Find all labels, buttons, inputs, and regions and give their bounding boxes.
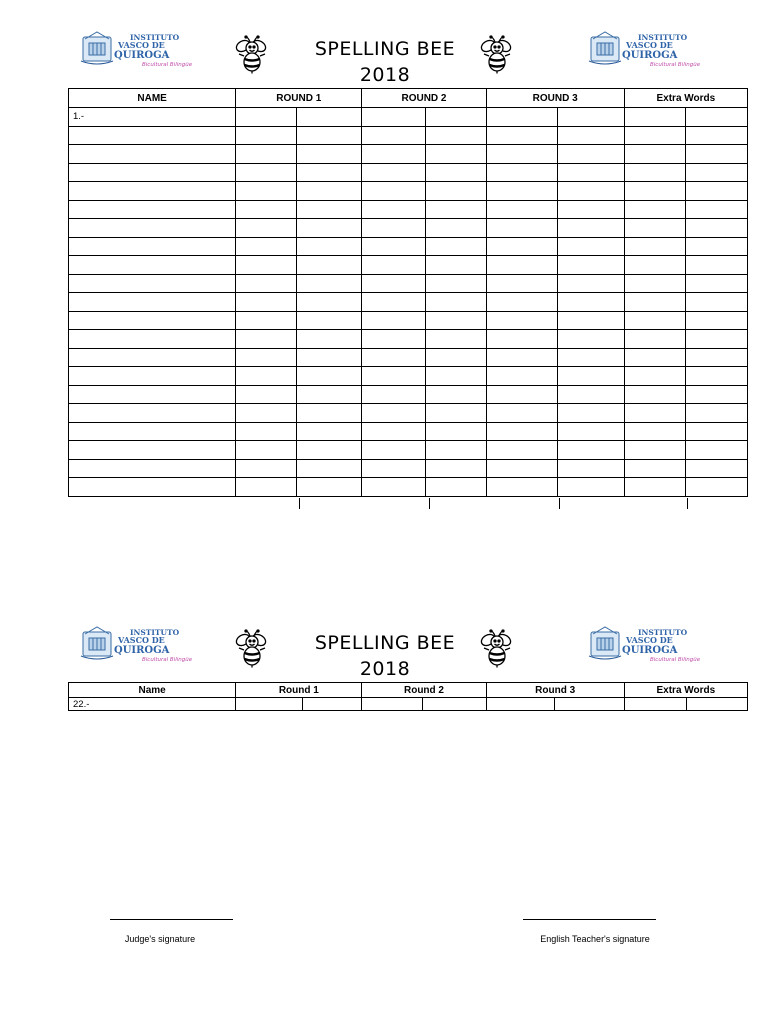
table-row (69, 330, 748, 349)
column-divider-tail (559, 498, 560, 509)
score-cell[interactable] (236, 422, 297, 441)
score-cell[interactable] (297, 145, 362, 164)
teacher-signature-label: English Teacher's signature (540, 934, 650, 944)
score-cell[interactable] (236, 404, 297, 423)
table-row (69, 404, 748, 423)
score-cell[interactable] (624, 330, 685, 349)
score-cell[interactable] (426, 385, 486, 404)
score-cell[interactable] (297, 293, 362, 312)
score-cell[interactable] (624, 126, 685, 145)
svg-text:QUIROGA: QUIROGA (114, 645, 170, 656)
score-cell[interactable] (685, 348, 747, 367)
score-table (68, 88, 748, 497)
score-cell[interactable] (685, 330, 747, 349)
score-cell[interactable] (557, 237, 624, 256)
title-line: SPELLING BEE (314, 38, 456, 60)
name-cell[interactable] (69, 126, 236, 145)
score-cell[interactable] (486, 441, 557, 460)
score-cell[interactable] (685, 293, 747, 312)
score-cell[interactable] (362, 698, 423, 711)
score-cell[interactable] (426, 182, 486, 201)
bee-icon (231, 628, 273, 668)
score-cell[interactable] (362, 145, 426, 164)
score-cell[interactable] (557, 478, 624, 497)
title-line: SPELLING BEE (314, 632, 456, 654)
column-header-name: Name (69, 683, 236, 698)
score-cell[interactable] (486, 219, 557, 238)
score-cell[interactable] (486, 311, 557, 330)
score-cell[interactable] (236, 182, 297, 201)
bee-icon (231, 34, 273, 74)
svg-text:VASCO DE: VASCO DE (118, 40, 165, 50)
score-cell[interactable] (557, 182, 624, 201)
table-row (69, 478, 748, 497)
name-cell[interactable]: 1.- (69, 108, 236, 127)
score-cell[interactable] (685, 404, 747, 423)
score-cell[interactable] (486, 163, 557, 182)
table-row (69, 698, 748, 711)
table-row (69, 200, 748, 219)
svg-text:VASCO DE: VASCO DE (626, 40, 673, 50)
score-cell[interactable] (685, 441, 747, 460)
name-cell[interactable] (69, 219, 236, 238)
svg-text:INSTITUTO: INSTITUTO (130, 628, 180, 637)
title-year: 2018 (359, 658, 411, 680)
score-cell[interactable] (685, 385, 747, 404)
score-cell[interactable] (685, 274, 747, 293)
score-cell[interactable] (486, 422, 557, 441)
score-cell[interactable] (557, 441, 624, 460)
page-title (305, 36, 465, 88)
score-cell[interactable] (685, 367, 747, 386)
score-cell[interactable] (557, 108, 624, 127)
name-cell[interactable] (69, 404, 236, 423)
score-cell[interactable] (297, 367, 362, 386)
score-cell[interactable] (426, 256, 486, 275)
score-cell[interactable] (624, 385, 685, 404)
score-cell[interactable] (362, 441, 426, 460)
score-cell[interactable] (557, 330, 624, 349)
score-cell[interactable] (362, 256, 426, 275)
score-cell[interactable] (486, 330, 557, 349)
school-crest-icon (588, 29, 702, 69)
score-cell[interactable] (426, 200, 486, 219)
score-cell[interactable] (486, 478, 557, 497)
score-cell[interactable] (486, 698, 554, 711)
score-cell[interactable] (362, 108, 426, 127)
name-cell[interactable] (69, 441, 236, 460)
score-cell[interactable] (624, 237, 685, 256)
score-cell[interactable] (557, 404, 624, 423)
score-cell[interactable] (362, 200, 426, 219)
score-cell[interactable] (486, 126, 557, 145)
column-header-name: NAME (69, 89, 236, 108)
score-cell[interactable] (554, 698, 624, 711)
table-row (69, 348, 748, 367)
score-cell[interactable] (297, 219, 362, 238)
bee-icon (476, 34, 518, 74)
name-cell[interactable] (69, 459, 236, 478)
teacher-signature-line[interactable] (523, 919, 656, 920)
score-cell[interactable] (362, 404, 426, 423)
score-cell[interactable] (624, 348, 685, 367)
table-row (69, 293, 748, 312)
score-cell[interactable] (557, 385, 624, 404)
score-cell[interactable] (236, 348, 297, 367)
score-cell[interactable] (426, 422, 486, 441)
svg-text:Bicultural Bilingüe: Bicultural Bilingüe (142, 657, 193, 663)
score-cell[interactable] (426, 145, 486, 164)
svg-text:QUIROGA: QUIROGA (622, 50, 678, 61)
score-cell[interactable] (236, 219, 297, 238)
score-cell[interactable] (362, 459, 426, 478)
score-cell[interactable] (486, 293, 557, 312)
score-cell[interactable] (362, 422, 426, 441)
column-divider-tail (429, 498, 430, 509)
score-cell[interactable] (685, 126, 747, 145)
column-divider-tail (299, 498, 300, 509)
score-cell[interactable] (362, 293, 426, 312)
score-cell[interactable] (685, 311, 747, 330)
score-cell[interactable] (362, 274, 426, 293)
score-cell[interactable] (236, 200, 297, 219)
svg-text:INSTITUTO: INSTITUTO (638, 628, 688, 637)
bee-icon (476, 628, 518, 668)
school-crest-icon (80, 29, 194, 69)
column-header-extra-words: Extra Words (624, 89, 747, 108)
score-cell[interactable] (236, 441, 297, 460)
score-cell[interactable] (486, 145, 557, 164)
name-cell[interactable] (69, 330, 236, 349)
score-cell[interactable] (685, 422, 747, 441)
score-cell[interactable] (236, 108, 297, 127)
score-cell[interactable] (685, 237, 747, 256)
score-cell[interactable] (624, 311, 685, 330)
name-cell[interactable] (69, 385, 236, 404)
column-divider-tail (687, 498, 688, 509)
score-cell[interactable] (297, 330, 362, 349)
name-cell[interactable] (69, 422, 236, 441)
score-cell[interactable] (557, 367, 624, 386)
score-cell[interactable] (297, 274, 362, 293)
score-cell[interactable] (297, 385, 362, 404)
score-cell[interactable] (426, 367, 486, 386)
table-row (69, 182, 748, 201)
score-cell[interactable] (624, 698, 686, 711)
score-cell[interactable] (624, 404, 685, 423)
table-row (69, 311, 748, 330)
score-cell[interactable] (236, 311, 297, 330)
score-cell[interactable] (236, 237, 297, 256)
table-row (69, 256, 748, 275)
score-cell[interactable] (486, 459, 557, 478)
score-cell[interactable] (426, 237, 486, 256)
score-cell[interactable] (486, 274, 557, 293)
column-header-round-1: Round 1 (236, 683, 362, 698)
table-row (69, 459, 748, 478)
page-title (305, 630, 465, 682)
name-cell[interactable] (69, 274, 236, 293)
svg-text:QUIROGA: QUIROGA (114, 50, 170, 61)
school-crest-icon (588, 624, 702, 664)
name-cell[interactable] (69, 200, 236, 219)
score-cell[interactable] (426, 274, 486, 293)
judge-signature-label: Judge's signature (124, 934, 196, 944)
score-cell[interactable] (426, 404, 486, 423)
svg-text:VASCO DE: VASCO DE (118, 635, 165, 645)
table-row (69, 422, 748, 441)
score-cell[interactable] (624, 274, 685, 293)
score-cell[interactable] (624, 478, 685, 497)
score-cell[interactable] (557, 145, 624, 164)
judge-signature-line[interactable] (110, 919, 233, 920)
score-cell[interactable] (624, 182, 685, 201)
table-row (69, 108, 748, 127)
score-cell[interactable] (362, 182, 426, 201)
score-cell[interactable] (624, 256, 685, 275)
name-cell[interactable] (69, 256, 236, 275)
school-crest-icon (80, 624, 194, 664)
svg-text:QUIROGA: QUIROGA (622, 645, 678, 656)
score-cell[interactable] (297, 348, 362, 367)
score-cell[interactable] (236, 478, 297, 497)
name-cell[interactable]: 22.- (69, 698, 236, 711)
score-cell[interactable] (624, 459, 685, 478)
score-cell[interactable] (236, 145, 297, 164)
score-cell[interactable] (426, 330, 486, 349)
name-cell[interactable] (69, 182, 236, 201)
score-cell[interactable] (685, 478, 747, 497)
score-cell[interactable] (297, 256, 362, 275)
table-row (69, 441, 748, 460)
score-cell[interactable] (426, 163, 486, 182)
score-cell[interactable] (236, 274, 297, 293)
score-cell[interactable] (362, 348, 426, 367)
score-cell[interactable] (557, 200, 624, 219)
score-cell[interactable] (426, 219, 486, 238)
score-cell[interactable] (236, 459, 297, 478)
score-cell[interactable] (297, 404, 362, 423)
column-header-round-2: ROUND 2 (362, 89, 486, 108)
svg-text:Bicultural Bilingüe: Bicultural Bilingüe (650, 62, 701, 68)
name-cell[interactable] (69, 237, 236, 256)
table-row (69, 126, 748, 145)
name-cell[interactable] (69, 348, 236, 367)
score-cell[interactable] (685, 219, 747, 238)
column-header-round-3: ROUND 3 (486, 89, 624, 108)
score-cell[interactable] (486, 108, 557, 127)
score-cell[interactable] (557, 274, 624, 293)
score-cell[interactable] (557, 219, 624, 238)
score-cell[interactable] (236, 698, 303, 711)
score-cell[interactable] (685, 200, 747, 219)
score-cell[interactable] (486, 237, 557, 256)
name-cell[interactable] (69, 145, 236, 164)
score-cell[interactable] (423, 698, 486, 711)
score-cell[interactable] (297, 163, 362, 182)
score-cell[interactable] (426, 478, 486, 497)
score-cell[interactable] (557, 348, 624, 367)
score-cell[interactable] (362, 237, 426, 256)
score-cell[interactable] (624, 163, 685, 182)
score-cell[interactable] (426, 108, 486, 127)
score-cell[interactable] (685, 459, 747, 478)
score-cell[interactable] (362, 126, 426, 145)
score-cell[interactable] (486, 404, 557, 423)
table-row (69, 385, 748, 404)
score-cell[interactable] (297, 441, 362, 460)
score-cell[interactable] (362, 367, 426, 386)
score-cell[interactable] (362, 385, 426, 404)
score-cell[interactable] (685, 108, 747, 127)
score-cell[interactable] (236, 293, 297, 312)
score-cell[interactable] (236, 330, 297, 349)
column-header-round-1: ROUND 1 (236, 89, 362, 108)
score-cell[interactable] (486, 367, 557, 386)
svg-text:INSTITUTO: INSTITUTO (638, 33, 688, 42)
score-cell[interactable] (557, 293, 624, 312)
score-cell[interactable] (426, 311, 486, 330)
table-row (69, 237, 748, 256)
score-cell[interactable] (236, 385, 297, 404)
name-cell[interactable] (69, 478, 236, 497)
score-cell[interactable] (297, 422, 362, 441)
title-year: 2018 (359, 64, 411, 86)
score-cell[interactable] (236, 256, 297, 275)
name-cell[interactable] (69, 367, 236, 386)
column-header-round-2: Round 2 (362, 683, 486, 698)
score-cell[interactable] (557, 459, 624, 478)
table-row (69, 274, 748, 293)
column-header-extra-words: Extra Words (624, 683, 747, 698)
svg-text:Bicultural Bilingüe: Bicultural Bilingüe (650, 657, 701, 663)
name-cell[interactable] (69, 311, 236, 330)
score-cell[interactable] (426, 348, 486, 367)
score-cell[interactable] (624, 200, 685, 219)
score-cell[interactable] (486, 385, 557, 404)
score-table (68, 682, 748, 711)
score-cell[interactable] (297, 478, 362, 497)
score-cell[interactable] (297, 108, 362, 127)
score-cell[interactable] (297, 126, 362, 145)
table-row (69, 145, 748, 164)
score-cell[interactable] (486, 182, 557, 201)
score-cell[interactable] (236, 163, 297, 182)
score-cell[interactable] (486, 348, 557, 367)
score-cell[interactable] (426, 459, 486, 478)
table-row (69, 367, 748, 386)
score-cell[interactable] (362, 330, 426, 349)
score-cell[interactable] (297, 200, 362, 219)
score-cell[interactable] (297, 182, 362, 201)
column-header-round-3: Round 3 (486, 683, 624, 698)
score-cell[interactable] (297, 311, 362, 330)
score-cell[interactable] (362, 478, 426, 497)
score-cell[interactable] (624, 293, 685, 312)
score-cell[interactable] (557, 311, 624, 330)
score-cell[interactable] (557, 126, 624, 145)
score-cell[interactable] (685, 182, 747, 201)
score-cell[interactable] (685, 145, 747, 164)
score-cell[interactable] (557, 256, 624, 275)
svg-text:VASCO DE: VASCO DE (626, 635, 673, 645)
score-cell[interactable] (362, 311, 426, 330)
score-cell[interactable] (362, 163, 426, 182)
score-cell[interactable] (624, 367, 685, 386)
name-cell[interactable] (69, 163, 236, 182)
score-cell[interactable] (236, 367, 297, 386)
score-cell[interactable] (297, 237, 362, 256)
score-cell[interactable] (426, 441, 486, 460)
score-cell[interactable] (685, 256, 747, 275)
score-cell[interactable] (624, 441, 685, 460)
svg-text:INSTITUTO: INSTITUTO (130, 33, 180, 42)
score-cell[interactable] (426, 126, 486, 145)
table-row (69, 163, 748, 182)
score-cell[interactable] (303, 698, 362, 711)
score-cell[interactable] (486, 256, 557, 275)
score-cell[interactable] (685, 163, 747, 182)
score-cell[interactable] (624, 145, 685, 164)
score-cell[interactable] (686, 698, 747, 711)
svg-text:Bicultural Bilingüe: Bicultural Bilingüe (142, 62, 193, 68)
name-cell[interactable] (69, 293, 236, 312)
score-cell[interactable] (624, 108, 685, 127)
score-cell[interactable] (362, 219, 426, 238)
score-cell[interactable] (426, 293, 486, 312)
score-cell[interactable] (624, 219, 685, 238)
score-cell[interactable] (557, 163, 624, 182)
score-cell[interactable] (297, 459, 362, 478)
score-cell[interactable] (557, 422, 624, 441)
score-cell[interactable] (486, 200, 557, 219)
score-cell[interactable] (624, 422, 685, 441)
score-cell[interactable] (236, 126, 297, 145)
table-row (69, 219, 748, 238)
